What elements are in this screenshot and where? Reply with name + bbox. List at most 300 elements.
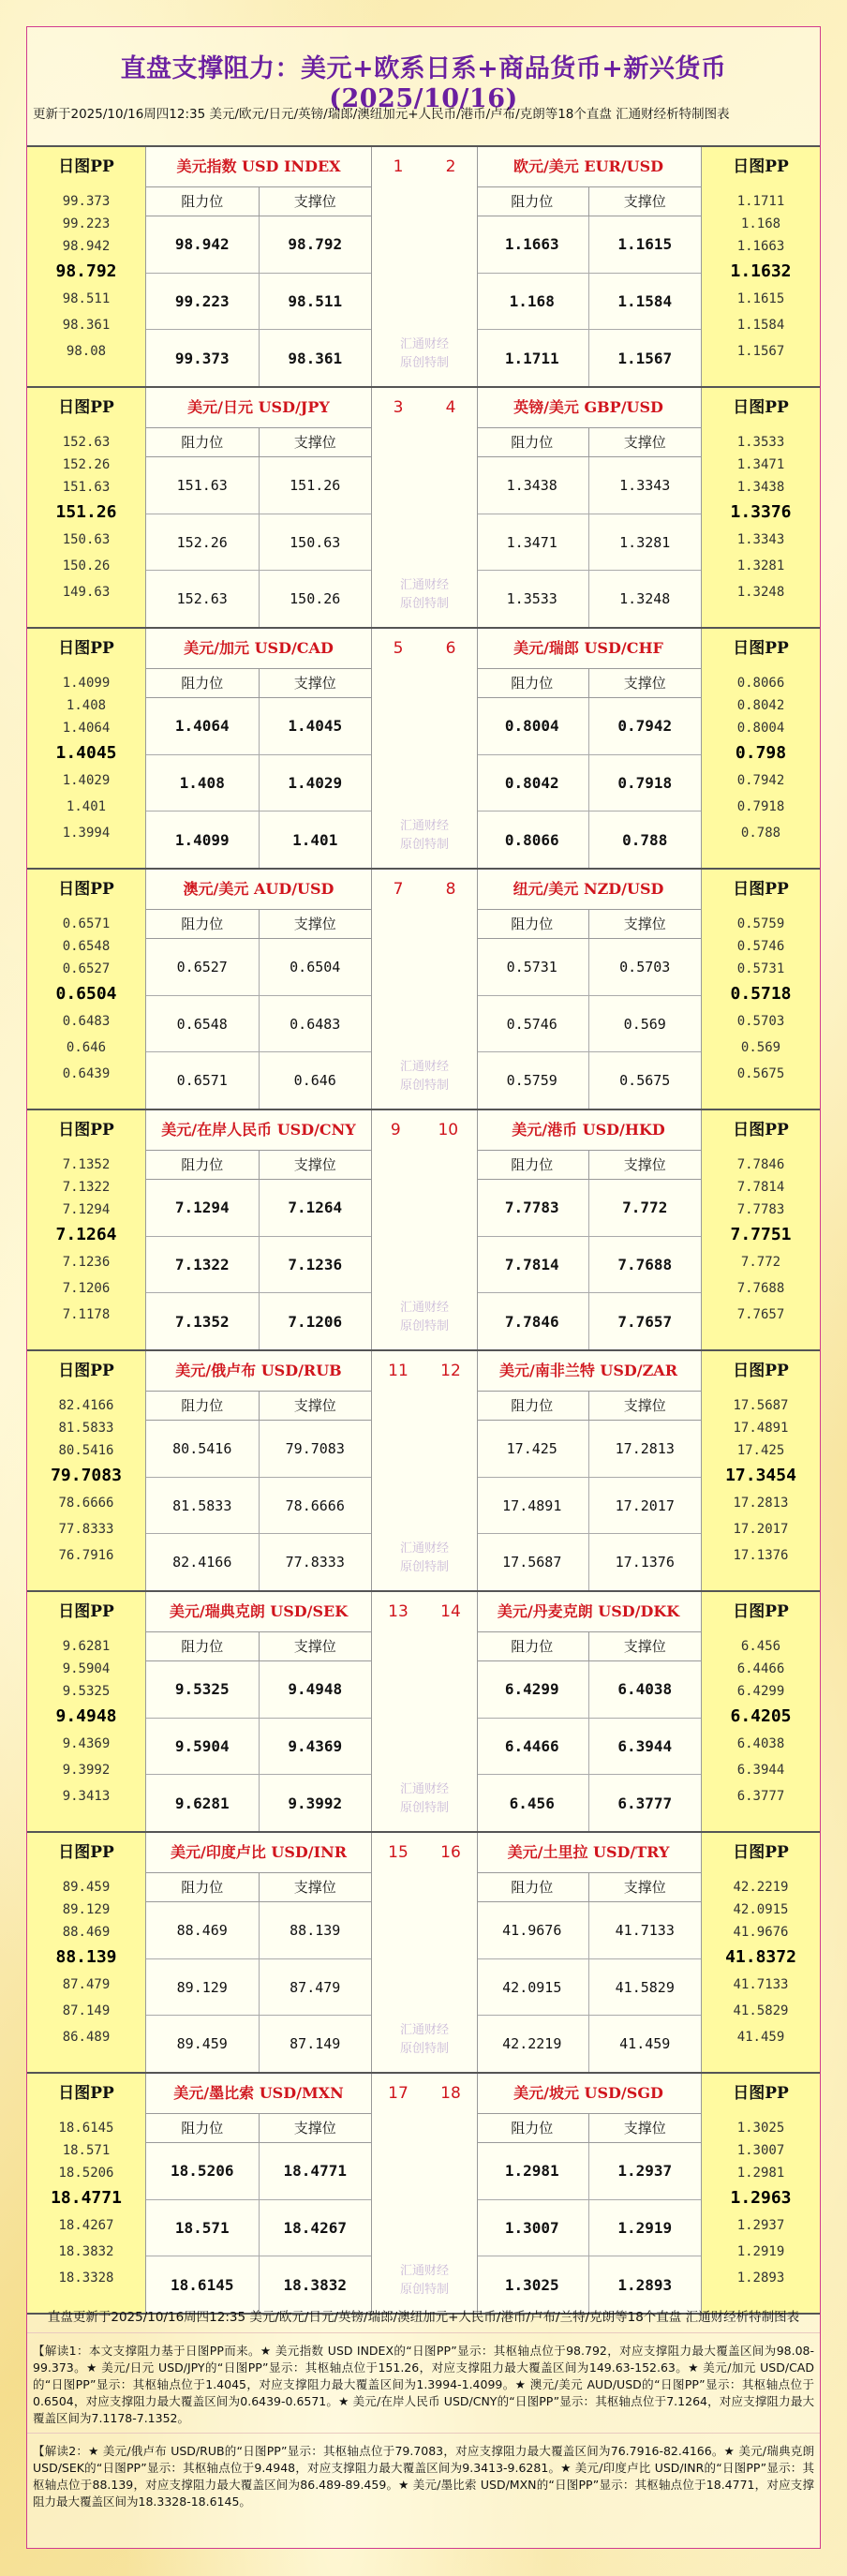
resistance-value: 98.942 — [146, 216, 260, 273]
pivot-point-value: 41.8372 — [725, 1947, 796, 1967]
pp-level-value: 17.2813 — [733, 1496, 789, 1511]
index-column — [371, 1833, 478, 2072]
column-headers — [146, 428, 371, 457]
pp-level-value: 151.63 — [62, 480, 111, 495]
table-row — [476, 1902, 701, 1959]
pp-column-left — [27, 870, 146, 1109]
support-value: 1.1615 — [617, 235, 673, 254]
table-row — [146, 274, 371, 331]
table-row — [146, 1237, 371, 1294]
pp-level-value: 1.1567 — [736, 344, 785, 359]
pp-level-value: 87.149 — [62, 2003, 111, 2018]
pair-number-right: 6 — [445, 639, 456, 658]
support-header: 支撑位 — [293, 434, 336, 451]
pp-level-value: 9.3992 — [62, 1763, 111, 1778]
resistance-header: 阻力位 — [476, 669, 589, 697]
currency-block — [27, 1831, 820, 2072]
resistance-value: 82.4166 — [146, 1534, 260, 1590]
level-rows — [476, 939, 701, 1109]
pp-level-value: 1.3248 — [736, 585, 785, 600]
pp-level-value: 6.456 — [740, 1639, 781, 1654]
pp-level-value: 6.3944 — [736, 1763, 785, 1778]
pivot-point-value: 17.3454 — [725, 1466, 796, 1485]
pair-name: 纽元/美元 NZD/USD — [476, 870, 701, 910]
level-rows — [146, 216, 371, 386]
pp-column-left — [27, 147, 146, 386]
pp-level-value: 0.6571 — [62, 916, 111, 931]
pp-header: 日图PP — [58, 1843, 114, 1862]
pp-level-value: 0.646 — [66, 1040, 107, 1055]
pp-level-value: 18.571 — [62, 2143, 111, 2158]
level-rows — [476, 1661, 701, 1831]
pp-header: 日图PP — [58, 880, 114, 899]
pair-name: 美元/南非兰特 USD/ZAR — [476, 1351, 701, 1392]
support-value: 6.3944 — [617, 1737, 673, 1755]
pp-level-value: 1.4099 — [62, 676, 111, 691]
resistance-value: 1.3438 — [476, 457, 589, 514]
pp-level-value: 41.9676 — [733, 1925, 789, 1940]
index-column — [371, 1592, 478, 1831]
pp-level-value: 1.4064 — [62, 721, 111, 736]
pair-table-left — [146, 1833, 371, 2072]
watermark-line: 汇通财经 — [399, 578, 449, 592]
level-rows — [476, 698, 701, 868]
support-header: 支撑位 — [293, 1397, 336, 1414]
footer — [27, 2300, 820, 2510]
index-column — [371, 147, 478, 386]
resistance-value: 7.1322 — [146, 1237, 260, 1293]
resistance-value: 6.456 — [476, 1775, 589, 1831]
pp-level-value: 150.63 — [62, 532, 111, 547]
pair-number-left: 13 — [388, 1602, 409, 1621]
table-row — [476, 457, 701, 514]
resistance-header: 阻力位 — [476, 2114, 589, 2142]
resistance-header: 阻力位 — [476, 1632, 589, 1660]
pp-column-left — [27, 1351, 146, 1590]
watermark-line: 原创特制 — [399, 356, 449, 370]
pivot-point-value: 7.1264 — [55, 1225, 117, 1244]
pp-level-value: 0.8004 — [736, 721, 785, 736]
pp-level-value: 6.4466 — [736, 1661, 785, 1676]
pp-level-value: 6.3777 — [736, 1789, 785, 1804]
pp-values — [702, 186, 820, 386]
resistance-header: 阻力位 — [146, 2114, 260, 2142]
pp-column-right — [701, 1351, 820, 1590]
column-headers — [146, 669, 371, 698]
watermark-line: 原创特制 — [399, 2283, 449, 2297]
table-row — [146, 2016, 371, 2072]
resistance-value: 1.3471 — [476, 514, 589, 571]
resistance-value: 1.168 — [476, 274, 589, 330]
pair-name: 欧元/美元 EUR/USD — [476, 147, 701, 187]
pp-header: 日图PP — [733, 1843, 789, 1862]
table-row — [146, 1661, 371, 1719]
level-rows — [476, 2143, 701, 2313]
pair-numbers — [372, 1592, 477, 1631]
pivot-point-value: 88.139 — [55, 1947, 117, 1967]
support-value: 0.5703 — [619, 958, 671, 975]
currency-block — [27, 1590, 820, 1831]
pair-table-right — [476, 388, 701, 627]
pair-number-right: 8 — [445, 880, 456, 899]
pivot-point-value: 1.1632 — [730, 261, 792, 281]
support-value: 9.4948 — [288, 1680, 343, 1699]
resistance-value: 1.408 — [146, 755, 260, 812]
pp-level-value: 0.6527 — [62, 961, 111, 976]
pair-numbers — [372, 1110, 477, 1150]
table-row — [146, 812, 371, 868]
pp-header: 日图PP — [58, 2084, 114, 2103]
table-row — [146, 330, 371, 386]
pp-level-value: 7.7814 — [736, 1180, 785, 1195]
pp-level-value: 7.7657 — [736, 1307, 785, 1322]
pp-level-value: 7.1236 — [62, 1255, 111, 1270]
resistance-value: 7.7783 — [476, 1180, 589, 1236]
resistance-value: 99.223 — [146, 274, 260, 330]
pivot-point-value: 0.5718 — [730, 984, 792, 1004]
level-rows — [146, 1421, 371, 1590]
pair-table-right — [476, 870, 701, 1109]
pp-level-value: 0.6548 — [62, 939, 111, 954]
column-headers — [476, 1151, 701, 1180]
pair-number-left: 7 — [393, 880, 404, 899]
resistance-value: 0.6548 — [146, 996, 260, 1052]
level-rows — [146, 1661, 371, 1831]
support-value: 1.4045 — [288, 717, 343, 736]
watermark-line: 原创特制 — [399, 2042, 449, 2056]
resistance-value: 9.5325 — [146, 1661, 260, 1718]
pp-level-value: 7.7783 — [736, 1202, 785, 1217]
resistance-value: 9.6281 — [146, 1775, 260, 1831]
support-value: 79.7083 — [285, 1439, 345, 1457]
table-row — [476, 1719, 701, 1776]
pp-level-value: 7.1206 — [62, 1281, 111, 1296]
pp-values — [27, 1150, 145, 1349]
resistance-value: 88.469 — [146, 1902, 260, 1958]
pivot-point-value: 151.26 — [55, 502, 117, 522]
pp-header: 日图PP — [733, 1121, 789, 1139]
column-headers — [476, 1632, 701, 1661]
resistance-value: 1.1663 — [476, 216, 589, 273]
support-value: 1.1567 — [617, 349, 673, 367]
pair-numbers — [372, 629, 477, 668]
pp-level-value: 18.3328 — [58, 2271, 114, 2286]
pp-column-right — [701, 2074, 820, 2313]
resistance-value: 1.3025 — [476, 2256, 589, 2313]
pair-number-left: 3 — [393, 398, 404, 417]
pp-level-value: 89.459 — [62, 1880, 111, 1895]
pp-level-value: 17.4891 — [733, 1421, 789, 1436]
pp-level-value: 7.1352 — [62, 1157, 111, 1172]
pp-header: 日图PP — [58, 639, 114, 658]
level-rows — [476, 457, 701, 627]
pair-number-right: 18 — [440, 2084, 461, 2103]
resistance-header: 阻力位 — [476, 1873, 589, 1901]
currency-block — [27, 2072, 820, 2315]
pp-level-value: 41.5829 — [733, 2003, 789, 2018]
support-value: 87.479 — [290, 1978, 341, 1996]
pair-table-right — [476, 1351, 701, 1590]
pp-level-value: 0.5675 — [736, 1066, 785, 1081]
resistance-value: 0.5746 — [476, 996, 589, 1052]
pp-header: 日图PP — [733, 157, 789, 176]
table-row — [146, 2143, 371, 2200]
column-headers — [146, 1392, 371, 1421]
column-headers — [146, 1632, 371, 1661]
resistance-value: 1.3533 — [476, 571, 589, 627]
pp-level-value: 1.3007 — [736, 2143, 785, 2158]
support-value: 1.3343 — [619, 476, 671, 494]
resistance-value: 17.4891 — [476, 1478, 589, 1534]
resistance-value: 17.425 — [476, 1421, 589, 1477]
table-row — [146, 1534, 371, 1590]
watermark — [372, 2262, 477, 2300]
pp-level-value: 41.459 — [736, 2030, 785, 2045]
resistance-header: 阻力位 — [476, 187, 589, 216]
pp-level-value: 7.1322 — [62, 1180, 111, 1195]
support-header: 支撑位 — [293, 675, 336, 692]
resistance-value: 99.373 — [146, 330, 260, 386]
table-row — [476, 1661, 701, 1719]
pp-values — [702, 1391, 820, 1590]
pp-level-value: 1.3994 — [62, 826, 111, 841]
table-row — [146, 996, 371, 1053]
pair-number-left: 15 — [388, 1843, 409, 1862]
resistance-value: 6.4466 — [476, 1719, 589, 1775]
pp-values — [27, 909, 145, 1109]
pp-header: 日图PP — [58, 157, 114, 176]
pp-header: 日图PP — [58, 398, 114, 417]
pair-name: 美元/丹麦克朗 USD/DKK — [476, 1592, 701, 1632]
column-headers — [476, 1392, 701, 1421]
index-column — [371, 1351, 478, 1590]
resistance-value: 151.63 — [146, 457, 260, 514]
pp-level-value: 42.0915 — [733, 1902, 789, 1917]
support-value: 18.3832 — [283, 2275, 347, 2294]
pair-name: 美元/瑞郎 USD/CHF — [476, 629, 701, 669]
pair-table-right — [476, 629, 701, 868]
column-headers — [146, 1873, 371, 1902]
support-value: 151.26 — [290, 476, 341, 494]
pp-level-value: 7.1294 — [62, 1202, 111, 1217]
pp-level-value: 0.6483 — [62, 1014, 111, 1029]
pp-values — [702, 427, 820, 627]
resistance-header: 阻力位 — [146, 1632, 260, 1660]
pp-header: 日图PP — [733, 639, 789, 658]
pp-level-value: 80.5416 — [58, 1443, 114, 1458]
support-value: 1.2893 — [617, 2275, 673, 2294]
index-column — [371, 1110, 478, 1349]
resistance-value: 17.5687 — [476, 1534, 589, 1590]
pp-values — [702, 1631, 820, 1831]
pp-values — [27, 427, 145, 627]
resistance-value: 0.8004 — [476, 698, 589, 754]
resistance-value: 7.7846 — [476, 1293, 589, 1349]
currency-block — [27, 1349, 820, 1590]
index-column — [371, 629, 478, 868]
resistance-header: 阻力位 — [476, 428, 589, 456]
pp-level-value: 17.2017 — [733, 1522, 789, 1537]
pp-level-value: 18.6145 — [58, 2121, 114, 2136]
pp-level-value: 1.4029 — [62, 773, 111, 788]
pair-name: 美元/土里拉 USD/TRY — [476, 1833, 701, 1873]
pp-level-value: 17.5687 — [733, 1398, 789, 1413]
pair-table-left — [146, 388, 371, 627]
pp-header: 日图PP — [58, 1121, 114, 1139]
column-headers — [146, 910, 371, 939]
resistance-header: 阻力位 — [476, 1151, 589, 1179]
resistance-value: 89.129 — [146, 1959, 260, 2016]
support-header: 支撑位 — [623, 675, 666, 692]
pp-values — [702, 1150, 820, 1349]
pivot-point-value: 79.7083 — [51, 1466, 122, 1485]
resistance-header: 阻力位 — [146, 1151, 260, 1179]
support-header: 支撑位 — [293, 1879, 336, 1896]
pair-table-left — [146, 629, 371, 868]
pp-level-value: 152.63 — [62, 435, 111, 450]
pp-level-value: 1.3281 — [736, 558, 785, 573]
column-headers — [476, 910, 701, 939]
resistance-value: 1.4064 — [146, 698, 260, 754]
table-row — [476, 996, 701, 1053]
pp-level-value: 9.3413 — [62, 1789, 111, 1804]
table-row — [476, 571, 701, 627]
pair-number-right: 12 — [440, 1362, 461, 1380]
pp-level-value: 76.7916 — [58, 1548, 114, 1563]
pp-level-value: 17.425 — [736, 1443, 785, 1458]
level-rows — [146, 457, 371, 627]
table-row — [146, 939, 371, 996]
page-frame — [26, 26, 821, 2549]
analysis-note-1: 【解读1：本文支撑阻力基于日图PP而来。★ 美元指数 USD INDEX的“日图PP”显示：其枢轴点位于98.792，对应支撑阻力最大覆盖区间为98.08-99.373。★ 美元/日元 USD/JPY的“日图PP”显示：其枢轴点位于151.26，对应支撑阻力最大覆盖区间为149.63-152.63。★ 美元/加元 USD/CAD的“日图PP”显示：其枢轴点位于1.4045，对应支撑阻力最大覆盖区间为1.3994-1.4099。★ 澳元/美元 AUD/USD的“日图PP”显示：其枢轴点位于0.6504，对应支撑阻力最大覆盖区间为0.6439-0.6571。★ 美元/在岸人民币 USD/CNY的“日图PP”显示：其枢轴点位于7.1264，对应支撑阻力最大覆盖区间为7.1178-7.1352。 — [33, 2344, 814, 2425]
watermark-line: 汇通财经 — [399, 2023, 449, 2037]
divider — [27, 2332, 820, 2333]
table-row — [146, 571, 371, 627]
index-column — [371, 388, 478, 627]
pp-level-value: 1.401 — [66, 799, 107, 814]
table-row — [476, 755, 701, 812]
pair-name: 美元/俄卢布 USD/RUB — [146, 1351, 371, 1392]
pivot-point-value: 7.7751 — [730, 1225, 792, 1244]
column-headers — [146, 1151, 371, 1180]
resistance-value: 6.4299 — [476, 1661, 589, 1718]
pair-name: 美元/印度卢比 USD/INR — [146, 1833, 371, 1873]
pp-values — [27, 1631, 145, 1831]
pp-values — [702, 2113, 820, 2313]
watermark — [372, 576, 477, 614]
pp-level-value: 86.489 — [62, 2030, 111, 2045]
resistance-value: 0.8042 — [476, 755, 589, 812]
pair-name: 美元/瑞典克朗 USD/SEK — [146, 1592, 371, 1632]
table-row — [476, 1421, 701, 1478]
index-column — [371, 2074, 478, 2313]
pivot-table — [27, 145, 820, 2315]
resistance-value: 89.459 — [146, 2016, 260, 2072]
resistance-value: 18.6145 — [146, 2256, 260, 2313]
resistance-value: 0.6571 — [146, 1052, 260, 1109]
level-rows — [476, 216, 701, 386]
pivot-point-value: 0.798 — [735, 743, 787, 763]
resistance-header: 阻力位 — [476, 910, 589, 938]
pp-column-right — [701, 629, 820, 868]
pp-level-value: 1.1663 — [736, 239, 785, 254]
pivot-point-value: 9.4948 — [55, 1706, 117, 1726]
table-row — [476, 2016, 701, 2072]
pp-level-value: 9.6281 — [62, 1639, 111, 1654]
support-value: 17.1376 — [615, 1554, 675, 1571]
pair-name: 美元/在岸人民币 USD/CNY — [146, 1110, 371, 1151]
support-value: 1.2919 — [617, 2219, 673, 2237]
watermark — [372, 335, 477, 373]
resistance-value: 9.5904 — [146, 1719, 260, 1775]
resistance-value: 7.1294 — [146, 1180, 260, 1236]
pp-level-value: 1.1711 — [736, 194, 785, 209]
support-value: 98.511 — [288, 292, 343, 310]
pp-level-value: 78.6666 — [58, 1496, 114, 1511]
pair-name: 美元指数 USD INDEX — [146, 147, 371, 187]
resistance-value: 18.571 — [146, 2200, 260, 2256]
support-value: 17.2017 — [615, 1496, 675, 1514]
support-value: 7.772 — [622, 1199, 668, 1217]
table-row — [146, 457, 371, 514]
table-row — [146, 1421, 371, 1478]
resistance-header: 阻力位 — [146, 910, 260, 938]
table-row — [146, 1180, 371, 1237]
pp-level-value: 1.3343 — [736, 532, 785, 547]
level-rows — [146, 2143, 371, 2313]
support-value: 98.361 — [288, 349, 343, 367]
support-value: 0.646 — [293, 1072, 336, 1090]
pp-column-left — [27, 2074, 146, 2313]
support-header: 支撑位 — [293, 1638, 336, 1655]
pivot-point-value: 1.2963 — [730, 2188, 792, 2208]
pp-level-value: 0.8042 — [736, 698, 785, 713]
watermark — [372, 817, 477, 855]
pair-table-left — [146, 2074, 371, 2313]
watermark-line: 汇通财经 — [399, 337, 449, 351]
table-row — [476, 698, 701, 755]
pp-level-value: 1.3471 — [736, 457, 785, 472]
support-value: 1.4029 — [288, 774, 343, 792]
support-value: 41.5829 — [615, 1978, 675, 1996]
pair-number-right: 4 — [445, 398, 456, 417]
level-rows — [146, 1902, 371, 2072]
pivot-point-value: 1.3376 — [730, 502, 792, 522]
pair-table-left — [146, 147, 371, 386]
pp-level-value: 152.26 — [62, 457, 111, 472]
pp-level-value: 6.4038 — [736, 1736, 785, 1751]
pair-numbers — [372, 870, 477, 909]
pp-values — [27, 668, 145, 868]
support-value: 150.63 — [290, 533, 341, 551]
watermark-line: 原创特制 — [399, 597, 449, 611]
pair-table-right — [476, 1592, 701, 1831]
pp-column-right — [701, 147, 820, 386]
pp-level-value: 17.1376 — [733, 1548, 789, 1563]
support-header: 支撑位 — [623, 916, 666, 932]
pair-number-right: 2 — [445, 157, 456, 176]
support-header: 支撑位 — [623, 434, 666, 451]
pp-values — [27, 1391, 145, 1590]
pp-level-value: 98.08 — [66, 344, 107, 359]
resistance-value: 1.3007 — [476, 2200, 589, 2256]
pp-column-left — [27, 1592, 146, 1831]
support-value: 41.7133 — [615, 1921, 675, 1939]
support-header: 支撑位 — [623, 2120, 666, 2137]
pair-table-left — [146, 1110, 371, 1349]
support-value: 7.7657 — [617, 1312, 673, 1331]
pp-level-value: 0.569 — [740, 1040, 781, 1055]
